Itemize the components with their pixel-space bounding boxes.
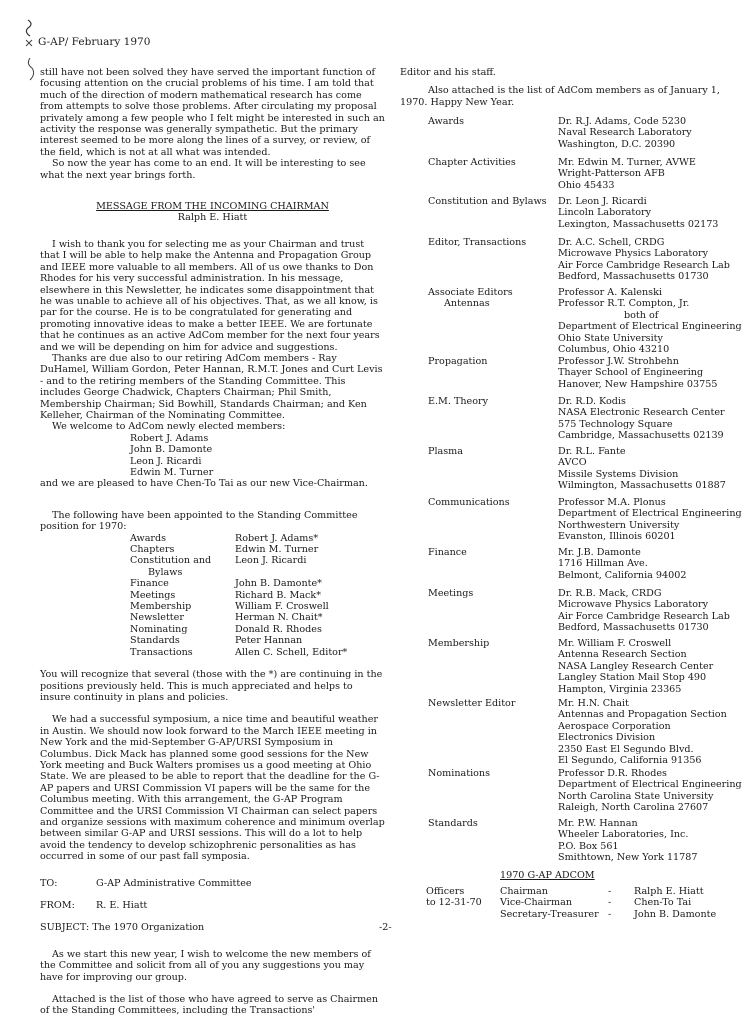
attached-note: Also attached is the list of AdCom members as of January 1, 1970. Happy New Year. [400, 85, 720, 108]
continuing-note: You will recognize that several (those with the *) are continuing in the positions previously held. This is much appreciated and helps to insure continuity in plans and policies. [40, 669, 383, 703]
roster-member: Professor J.W. Strohbehn Thayer School of Engineering Hanover, New Hampshire 03755 [558, 356, 718, 390]
committee-role: Standards [130, 635, 180, 647]
committee-row [130, 544, 347, 555]
roster-committee: Finance [428, 547, 467, 558]
new-member: Leon J. Ricardi [130, 455, 202, 467]
committee-name: William F. Croswell [235, 601, 329, 613]
roster-committee: Chapter Activities [428, 157, 516, 168]
new-member: John B. Damonte [130, 444, 213, 456]
roster-member: Dr. R.J. Adams, Code 5230 Naval Research Laboratory Washington, D.C. 20390 [558, 116, 692, 150]
right-column-intro [400, 67, 750, 108]
roster-member: Dr. R.L. Fante AVCO Missile Systems Division Wilmington, Massachusetts 01887 [558, 446, 726, 492]
new-member: Edwin M. Turner [130, 467, 214, 478]
message-title: MESSAGE FROM THE INCOMING CHAIRMAN [96, 201, 329, 213]
roster-member: Mr. William F. Croswell Antenna Research Section NASA Langley Research Center Langley Station Mail Stop 490 Hampton, Virginia 23365 [558, 638, 714, 695]
officers-label: Officers to 12-31-70 [426, 886, 482, 909]
roster-committee: Plasma [428, 446, 463, 457]
officer-role: Secretary-Treasurer [500, 908, 599, 920]
roster-member: Dr. R.D. Kodis NASA Electronic Research Center 575 Technology Square Cambridge, Massachusetts 02139 [558, 396, 725, 442]
officer-row: Secretary-Treasurer - John B. Damonte [500, 908, 717, 920]
roster-committee: Awards [428, 116, 465, 127]
memo-to [40, 878, 385, 889]
intro-paragraph: still have not been solved they have served the important function of focusing attention on the crucial problems of his time. I am told that much of the direction of modern mathematical research has come from attempts to solve those problems. After circulating my proposal privately among a few people who I felt might be interested in such an activity the response was generally sympathetic. But the primary interest seemed to be more along the lines of a survey, or review, of the field, which is not at all what was intended. [40, 67, 385, 158]
committee-role: Transactions [130, 646, 193, 658]
newsletter-name: G-AP [38, 36, 65, 48]
roster-member: Professor M.A. Plonus Department of Electrical Engineering Northwestern University Evanston, Illinois 60201 [558, 497, 742, 543]
committee-name: Peter Hannan [235, 635, 303, 647]
page-header: G-AP/ February 1970 [38, 36, 151, 48]
committee-name: Herman N. Chait* [235, 612, 323, 624]
left-column [40, 67, 385, 1017]
memo-from-label: FROM: [40, 900, 75, 911]
officer-row: Vice-Chairman - Chen-To Tai [500, 897, 692, 909]
new-members-list [40, 433, 385, 479]
committee-row [130, 567, 347, 578]
memo-from-value: R. E. Hiatt [96, 900, 148, 911]
committee-name: Leon J. Ricardi [235, 555, 307, 567]
roster-committee: Editor, Transactions [428, 237, 527, 248]
roster-committee: Newsletter Editor [428, 698, 516, 709]
roster-committee: E.M. Theory [428, 396, 489, 407]
message-paragraph: We welcome to AdCom newly elected members: [52, 421, 286, 433]
committee-row [130, 555, 347, 566]
symposium-paragraph: We had a successful symposium, a nice time and beautiful weather in Austin. We should now look forward to the March IEEE meeting in New York and the mid-September G-AP/URSI Symposium in Columbus. Dick Mack has planned some good sessions for the New York meeting and Buck Walters promises us a good meeting at Ohio State. We are pleased to be able to report that the deadline for the G-AP papers and URSI Commission VI papers will be the same for the Columbus meeting. With this arrangement, the G-AP Program Committee and the URSI Commission VI Chairman can select papers and organize sessions with maximum coherence and minimum overlap between similar G-AP and URSI sessions. This will do a lot to help avoid the tendency to develop schizophrenic personalities as has occurred in some of our past fall symposia. [40, 714, 385, 863]
issue-date: February 1970 [71, 36, 151, 48]
continuation-text: Editor and his staff. [400, 67, 496, 78]
committee-row [130, 635, 347, 646]
committee-row [130, 647, 347, 658]
committee-row [130, 624, 347, 635]
committee-name: Richard B. Mack* [235, 589, 322, 601]
roster-committee: Communications [428, 497, 510, 508]
new-member: Robert J. Adams [130, 432, 209, 444]
committee-row [130, 612, 347, 623]
committee-role: Meetings [130, 589, 176, 601]
roster-committee: Standards [428, 818, 478, 829]
roster-member: Professor D.R. Rhodes Department of Electrical Engineering North Carolina State University Raleigh, North Carolina 27607 [558, 768, 742, 814]
message-paragraph: Thanks are due also to our retiring AdCom members - Ray DuHamel, William Gordon, Peter Hannan, R.M.T. Jones and Curt Levis - and to the retiring members of the Standing Committee. This includes George Chadwick, Chapters Chairman; Phil Smith, Membership Chairman; Sid Bowhill, Standards Chairman; and Ken Kelleher, Chairman of the Nominating Committee. [40, 352, 383, 421]
roster-committee: Meetings [428, 588, 474, 599]
committee-name: Edwin M. Turner [235, 544, 319, 556]
committee-row [130, 590, 347, 601]
adcom-title: 1970 G-AP ADCOM [500, 870, 595, 881]
memo-to-label: TO: [40, 877, 58, 889]
handwritten-mark [22, 18, 40, 82]
memo-paragraph: As we start this new year, I wish to welcome the new members of the Committee and solicit from all of you any suggestions you may have for improving our group. [40, 948, 371, 983]
roster-member: Dr. A.C. Schell, CRDG Microwave Physics Laboratory Air Force Cambridge Research Lab Bedford, Massachusetts 01730 [558, 237, 730, 283]
memo-to-value: G-AP Administrative Committee [96, 877, 252, 889]
committee-role: Finance [130, 578, 169, 590]
committee-name: Allen C. Schell, Editor* [235, 646, 348, 658]
committee-role: Bylaws [148, 566, 183, 578]
committee-name: John B. Damonte* [235, 578, 322, 590]
committee-role: Membership [130, 601, 192, 613]
officer-role: Vice-Chairman [500, 897, 573, 909]
committee-role: Nominating [130, 623, 188, 635]
roster-committee: Constitution and Bylaws [428, 196, 547, 207]
committee-name: Donald R. Rhodes [235, 623, 322, 635]
roster-member: Professor A. Kalenski Professor R.T. Compton, Jr. both of Department of Electrical Engineering Ohio State University Columbus, Ohio 43210 [558, 287, 742, 356]
intro-paragraph: So now the year has come to an end. It will be interesting to see what the next year brings forth. [40, 158, 366, 181]
committee-role: Awards [130, 532, 167, 544]
officer-name: Ralph E. Hiatt [634, 886, 704, 897]
officer-name: Chen-To Tai [634, 897, 692, 909]
committee-role: Chapters [130, 544, 175, 556]
committee-row [130, 601, 347, 612]
committee-role: Constitution and [130, 555, 212, 567]
roster-member: Dr. Leon J. Ricardi Lincoln Laboratory Lexington, Massachusetts 02173 [558, 196, 719, 230]
message-paragraph: I wish to thank you for selecting me as your Chairman and trust that I will be able to help make the Antenna and Propagation Group and IEEE more valuable to all members. All of us owe thanks to Don Rhodes for his very successful administration. In his message, elsewhere in this Newsletter, he indicates some disappointment that he was unable to achieve all of his objectives. That, as we all know, is par for the course. He is to be congratulated for generating and promoting innovative ideas to make a better IEEE. We are fortunate that he continues as an active AdCom member for the next four years and we will be depending on him for advice and suggestions. [40, 238, 380, 353]
officer-list [500, 886, 716, 920]
memo-from [40, 900, 385, 911]
roster-committee: Associate Editors Antennas [428, 287, 513, 310]
message-author: Ralph E. Hiatt [177, 212, 248, 224]
memo-paragraph: Attached is the list of those who have agreed to serve as Chairmen of the Standing Committees, including the Transactions' [40, 994, 379, 1017]
roster-member: Mr. Edwin M. Turner, AVWE Wright-Patterson AFB Ohio 45433 [558, 157, 696, 191]
committee-name [235, 567, 347, 578]
appointed-intro: The following have been appointed to the Standing Committee position for 1970: [40, 509, 358, 533]
roster-committee: Membership [428, 638, 490, 649]
committee-row [130, 533, 347, 544]
officer-row: Chairman - Ralph E. Hiatt [500, 886, 704, 897]
roster-member: Dr. R.B. Mack, CRDG Microwave Physics Laboratory Air Force Cambridge Research Lab Bedford, Massachusetts 01730 [558, 588, 730, 634]
committee-row [130, 578, 347, 589]
roster-committee: Nominations [428, 768, 491, 779]
roster-committee: Propagation [428, 356, 488, 367]
committee-role: Newsletter [130, 612, 184, 624]
standing-committee-table [130, 533, 347, 658]
page-number: -2- [379, 922, 392, 933]
officer-name: John B. Damonte [634, 908, 717, 920]
officer-role: Chairman [500, 886, 548, 897]
roster-member: Mr. P.W. Hannan Wheeler Laboratories, Inc. P.O. Box 561 Smithtown, New York 11787 [558, 818, 698, 864]
memo-subject: SUBJECT: The 1970 Organization [40, 922, 205, 934]
roster-member: Mr. H.N. Chait Antennas and Propagation Section Aerospace Corporation Electronics Division 2350 East El Segundo Blvd. El Segundo, California 91356 [558, 698, 727, 767]
vice-chair-line: and we are pleased to have Chen-To Tai as our new Vice-Chairman. [40, 478, 368, 490]
committee-name: Robert J. Adams* [235, 532, 319, 544]
roster-member: Mr. J.B. Damonte 1716 Hillman Ave. Belmont, California 94002 [558, 547, 687, 581]
